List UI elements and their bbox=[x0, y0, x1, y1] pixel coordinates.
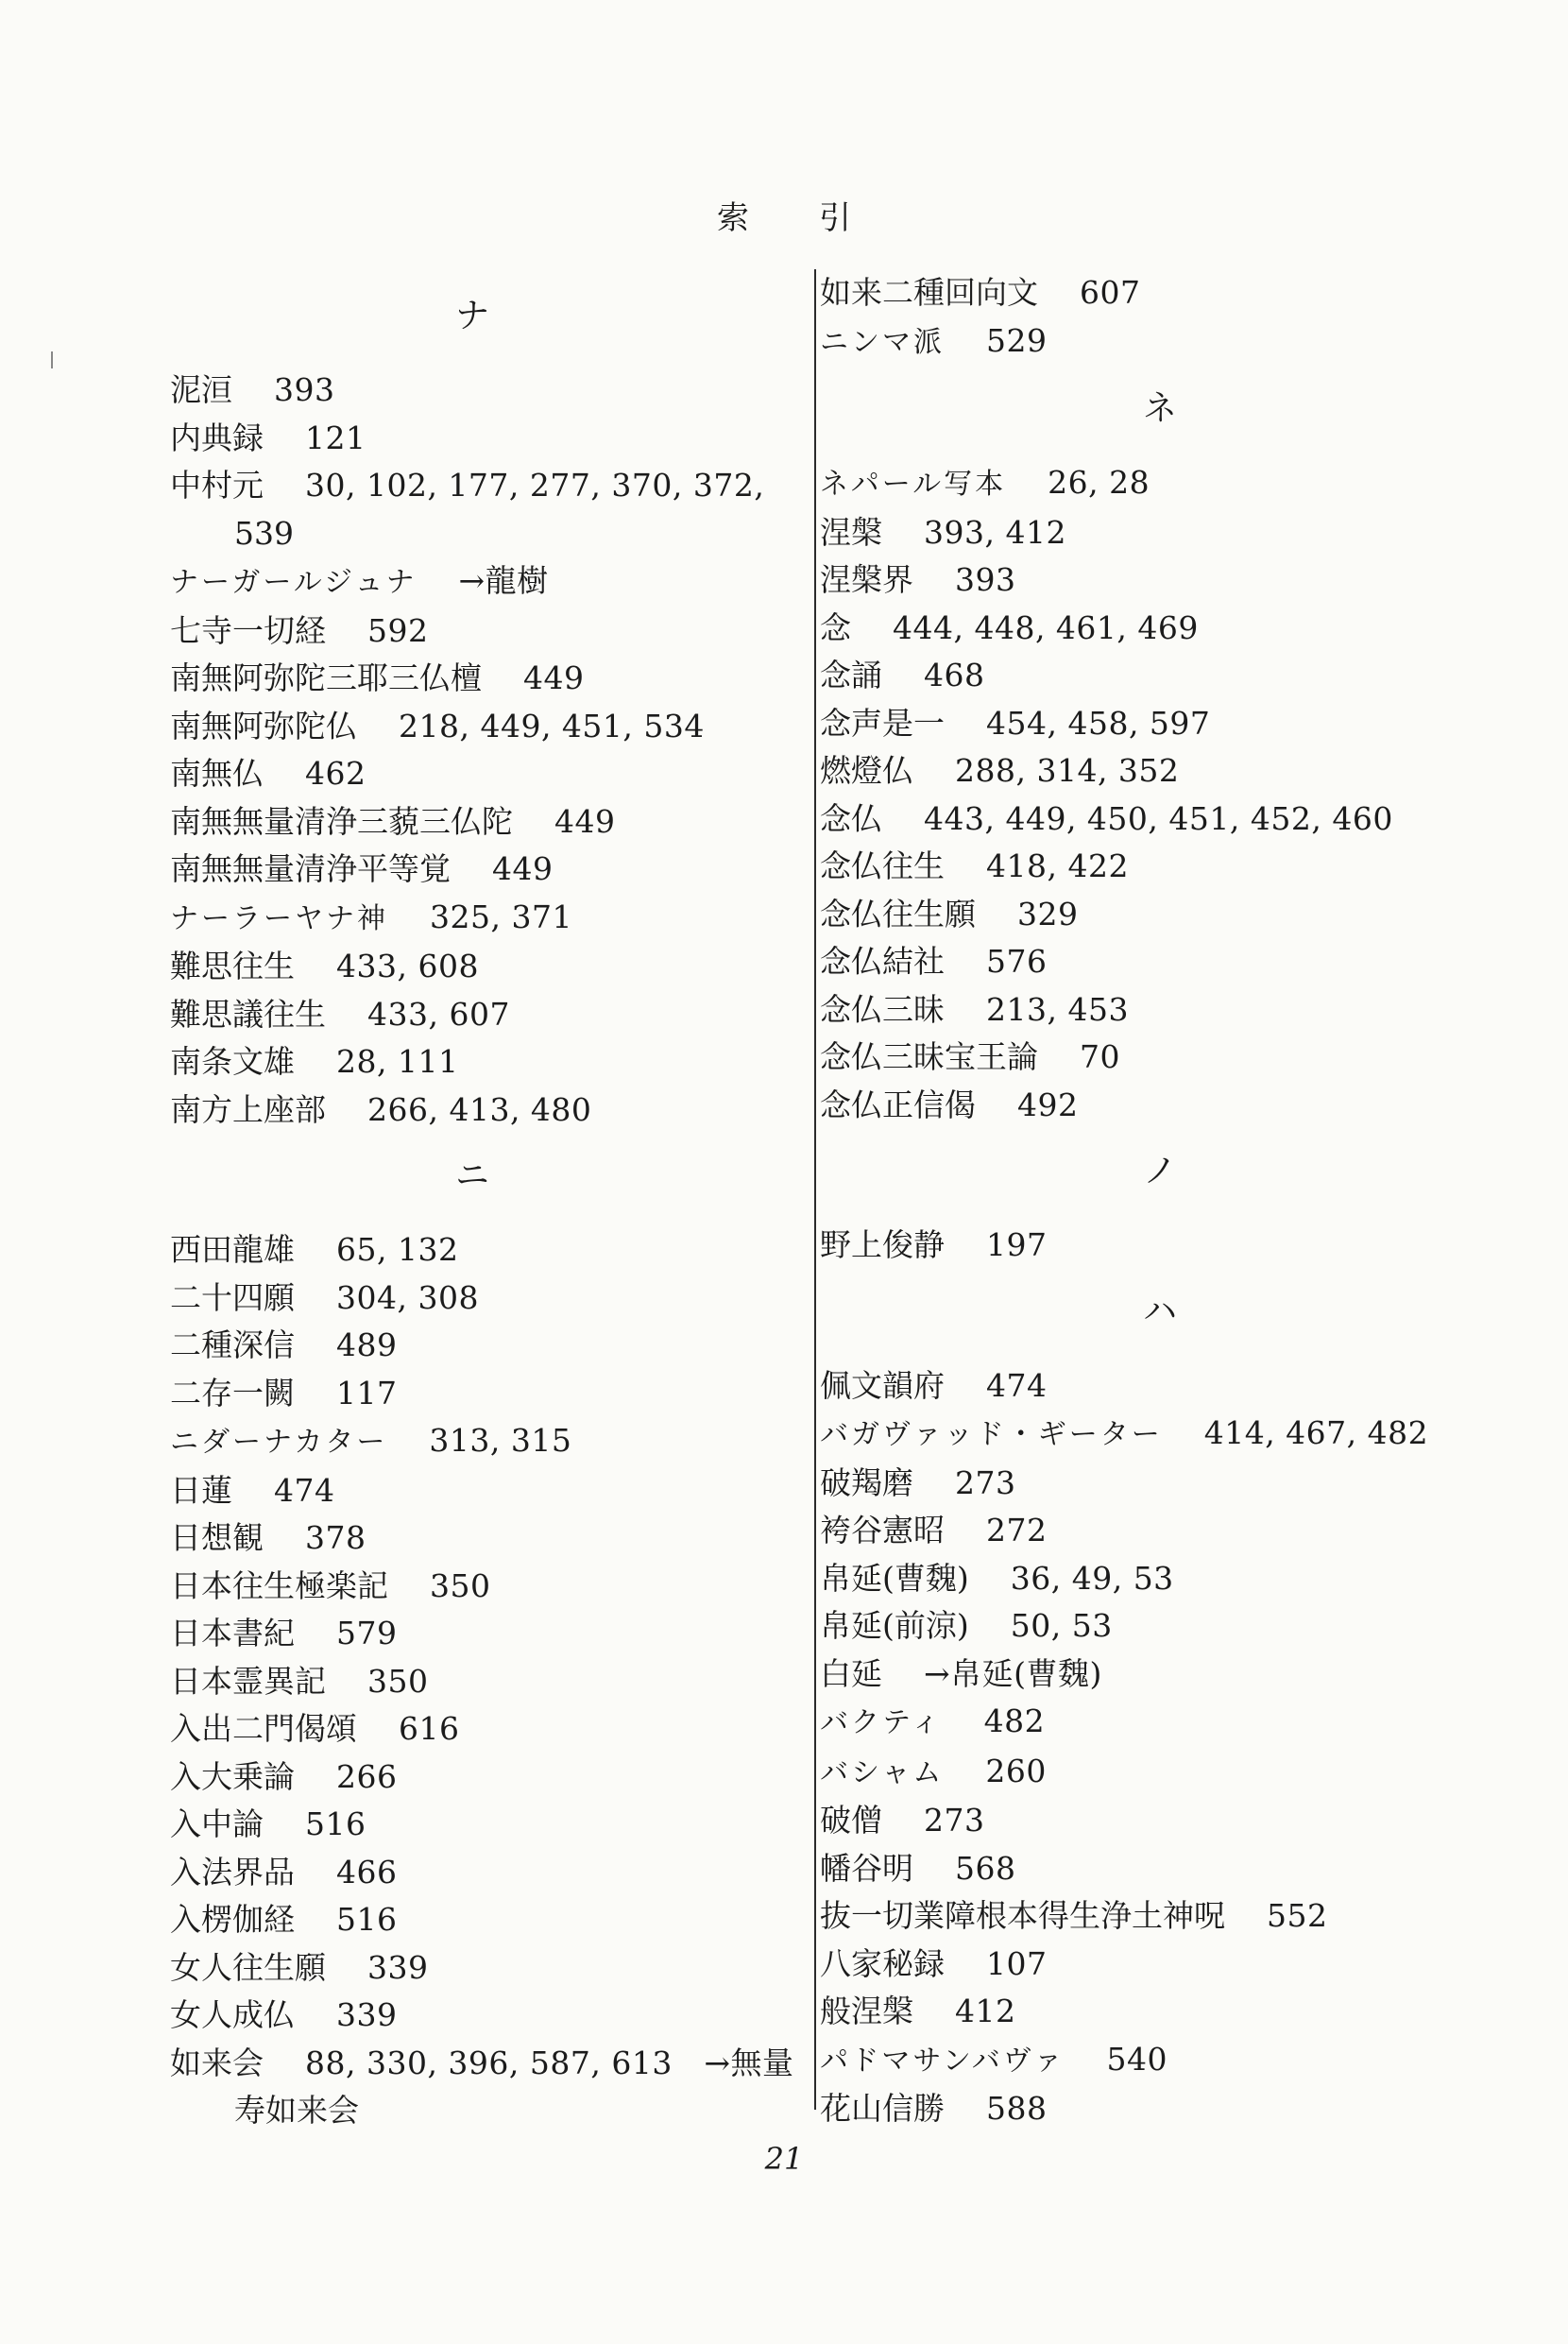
index-entry bbox=[170, 462, 775, 557]
index-term: 抜一切業障根本得生浄土神呪 bbox=[820, 1897, 1225, 1934]
index-term: ニダーナカター bbox=[170, 1426, 388, 1459]
index-pages: 393 bbox=[274, 371, 335, 408]
index-pages: 26, 28 bbox=[1048, 464, 1150, 501]
index-entry bbox=[170, 1086, 775, 1135]
index-pages: 474 bbox=[986, 1366, 1048, 1404]
index-pages: 412 bbox=[955, 1993, 1016, 2029]
section-heading: ハ bbox=[1142, 1292, 1177, 1331]
index-pages: 121 bbox=[305, 419, 366, 456]
index-pages: 433, 607 bbox=[367, 995, 510, 1033]
index-entry bbox=[820, 796, 1500, 844]
index-pages: 273 bbox=[955, 1463, 1016, 1501]
index-pages: 492 bbox=[1017, 1086, 1079, 1123]
index-term: 日本霊異記 bbox=[170, 1662, 326, 1700]
index-pages: 107 bbox=[986, 1944, 1048, 1982]
index-term: 女人成仏 bbox=[170, 1996, 295, 2033]
index-pages-continued: 539 bbox=[234, 514, 294, 552]
index-pages: 266, 413, 480 bbox=[367, 1090, 592, 1128]
index-term: 燃燈仏 bbox=[820, 752, 913, 789]
index-pages: 260 bbox=[985, 1752, 1047, 1789]
index-term: 入法界品 bbox=[170, 1853, 295, 1891]
index-entry bbox=[170, 1563, 775, 1611]
index-entry bbox=[820, 317, 1500, 368]
index-term: 七寺一切経 bbox=[170, 611, 326, 649]
index-pages: 304, 308 bbox=[336, 1278, 479, 1316]
index-term: バクティ bbox=[820, 1706, 943, 1739]
index-pages: 552 bbox=[1267, 1897, 1328, 1934]
index-pages: 443, 449, 450, 451, 452, 460 bbox=[924, 799, 1393, 837]
index-term: ナーガールジュナ bbox=[170, 566, 418, 599]
index-term: 破僧 bbox=[820, 1802, 882, 1839]
index-term: 念仏往生 bbox=[820, 847, 945, 884]
index-entry bbox=[820, 843, 1500, 891]
index-entry bbox=[170, 1275, 775, 1323]
index-pages: 393 bbox=[955, 561, 1016, 598]
page-header: 索引 bbox=[717, 199, 921, 237]
index-term: 念誦 bbox=[820, 657, 882, 693]
index-term: 泥洹 bbox=[170, 371, 232, 408]
index-pages: 529 bbox=[986, 321, 1048, 359]
index-pages: 350 bbox=[430, 1566, 491, 1604]
index-pages-continued: 寿如来会 bbox=[234, 2092, 359, 2129]
index-entry bbox=[170, 1467, 775, 1515]
index-term: 八家秘録 bbox=[820, 1944, 945, 1982]
index-entry bbox=[820, 605, 1500, 653]
index-pages: 36, 49, 53 bbox=[1010, 1559, 1174, 1597]
index-entry bbox=[170, 1849, 775, 1897]
column-divider bbox=[814, 269, 816, 2110]
index-entry bbox=[820, 2085, 1500, 2133]
index-pages: 272 bbox=[986, 1512, 1048, 1548]
index-pages: 28, 111 bbox=[336, 1043, 459, 1080]
index-pages: 588 bbox=[986, 2090, 1048, 2127]
section-heading: ノ bbox=[1142, 1152, 1177, 1190]
index-pages: 50, 53 bbox=[1010, 1607, 1113, 1644]
section-heading: ネ bbox=[1142, 389, 1177, 428]
index-term: 破羯磨 bbox=[820, 1463, 913, 1501]
index-entry bbox=[820, 269, 1500, 317]
index-pages: 197 bbox=[986, 1226, 1048, 1263]
index-entry bbox=[170, 991, 775, 1039]
index-entry bbox=[820, 1222, 1500, 1270]
index-entry bbox=[820, 1082, 1500, 1130]
index-entry bbox=[820, 1651, 1500, 1699]
index-term: 南無仏 bbox=[170, 755, 264, 792]
index-entry bbox=[820, 509, 1500, 557]
index-pages: 449 bbox=[492, 850, 554, 887]
index-term: 難思往生 bbox=[170, 948, 295, 984]
index-term: 念仏三昧 bbox=[820, 990, 945, 1028]
index-term: 白延 bbox=[820, 1654, 882, 1692]
index-term: 西田龍雄 bbox=[170, 1231, 295, 1268]
index-term: 中村元 bbox=[170, 467, 264, 504]
index-entry bbox=[170, 557, 775, 607]
index-entry bbox=[820, 652, 1500, 700]
index-entry bbox=[820, 1988, 1500, 2036]
index-term: 念仏結社 bbox=[820, 943, 945, 980]
index-entry bbox=[170, 1370, 775, 1418]
index-entry bbox=[170, 1610, 775, 1658]
index-entry bbox=[170, 1514, 775, 1563]
index-term: 如来会 bbox=[170, 2044, 264, 2081]
index-pages: 482 bbox=[983, 1702, 1046, 1739]
index-term: 佩文韻府 bbox=[820, 1366, 945, 1404]
index-entry bbox=[170, 1038, 775, 1086]
index-term: ニンマ派 bbox=[820, 325, 945, 359]
index-pages: 489 bbox=[336, 1326, 398, 1363]
section-heading: ナ bbox=[454, 297, 489, 335]
index-pages: 418, 422 bbox=[986, 847, 1129, 884]
index-term: 入大乗論 bbox=[170, 1757, 295, 1795]
index-entry bbox=[820, 1698, 1500, 1748]
index-entry bbox=[820, 1602, 1500, 1651]
index-pages: 414, 467, 482 bbox=[1203, 1414, 1429, 1451]
index-term: ネパール写本 bbox=[820, 468, 1007, 501]
index-pages: 378 bbox=[305, 1519, 366, 1556]
index-entry bbox=[170, 1992, 775, 2040]
index-pages: 516 bbox=[336, 1901, 398, 1938]
index-entry bbox=[170, 1944, 775, 1993]
index-entry bbox=[170, 367, 775, 415]
index-term: 念仏三昧宝王論 bbox=[820, 1038, 1038, 1075]
index-term: 念声是一 bbox=[820, 704, 945, 742]
index-pages: 350 bbox=[367, 1662, 429, 1700]
index-pages: 70 bbox=[1080, 1038, 1120, 1075]
index-term: 花山信勝 bbox=[820, 2090, 945, 2127]
index-entry bbox=[170, 943, 775, 991]
index-term: 涅槃界 bbox=[820, 561, 913, 598]
index-entry bbox=[820, 556, 1500, 605]
index-pages: 218, 449, 451, 534 bbox=[399, 707, 705, 744]
index-pages: 454, 458, 597 bbox=[986, 704, 1211, 742]
index-entry bbox=[820, 1410, 1500, 1460]
index-term: 難思議往生 bbox=[170, 995, 326, 1033]
index-pages: 449 bbox=[554, 802, 616, 840]
index-term: パドマサンバヴァ bbox=[820, 2044, 1065, 2078]
index-term: 南無阿弥陀三耶三仏檀 bbox=[170, 659, 482, 696]
index-entry bbox=[820, 938, 1500, 986]
index-term: 袴谷憲昭 bbox=[820, 1512, 945, 1548]
index-term: 二十四願 bbox=[170, 1278, 295, 1316]
index-entry bbox=[170, 1705, 775, 1754]
index-term: 日想観 bbox=[170, 1519, 264, 1556]
index-pages: 468 bbox=[924, 657, 985, 693]
index-entry bbox=[170, 846, 775, 894]
index-pages: 462 bbox=[305, 755, 366, 792]
right-column bbox=[820, 269, 1500, 2133]
index-entry bbox=[820, 1034, 1500, 1082]
index-entry bbox=[820, 891, 1500, 939]
index-term: 日蓮 bbox=[170, 1471, 232, 1509]
index-pages: 325, 371 bbox=[430, 898, 572, 935]
index-entry bbox=[170, 1226, 775, 1275]
index-term: 帛延(曹魏) bbox=[820, 1559, 969, 1597]
index-pages: 607 bbox=[1080, 274, 1141, 311]
index-entry bbox=[170, 1754, 775, 1802]
index-entry bbox=[820, 2036, 1500, 2086]
index-pages: 516 bbox=[305, 1805, 366, 1842]
index-pages: 288, 314, 352 bbox=[955, 752, 1180, 789]
index-pages: 568 bbox=[955, 1849, 1016, 1887]
index-term: 二種深信 bbox=[170, 1326, 295, 1363]
index-term: 日本往生極楽記 bbox=[170, 1566, 388, 1604]
index-pages: 266 bbox=[336, 1757, 398, 1795]
left-column bbox=[170, 274, 794, 2135]
index-pages: 444, 448, 461, 469 bbox=[893, 608, 1199, 646]
index-entry bbox=[820, 1460, 1500, 1508]
index-pages: 88, 330, 396, 587, 613 →無量 bbox=[305, 2044, 794, 2081]
index-entry bbox=[820, 1748, 1500, 1798]
index-entry bbox=[820, 700, 1500, 748]
index-entry bbox=[170, 1658, 775, 1706]
index-pages: 213, 453 bbox=[986, 990, 1129, 1028]
index-term: 日本書紀 bbox=[170, 1615, 295, 1651]
index-term: 幡谷明 bbox=[820, 1849, 913, 1887]
section-heading: ニ bbox=[454, 1156, 489, 1195]
index-term: 念仏正信偈 bbox=[820, 1086, 976, 1123]
index-pages: 329 bbox=[1017, 895, 1079, 932]
index-entry bbox=[170, 703, 775, 751]
index-term: 涅槃 bbox=[820, 513, 882, 551]
index-term: 般涅槃 bbox=[820, 1993, 913, 2029]
index-entry bbox=[170, 798, 775, 847]
index-term: 念 bbox=[820, 608, 851, 646]
index-pages: 30, 102, 177, 277, 370, 372, bbox=[305, 467, 765, 504]
index-pages: 592 bbox=[367, 611, 429, 649]
index-term: バシャム bbox=[820, 1755, 945, 1789]
index-entry bbox=[170, 607, 775, 656]
index-pages: 117 bbox=[336, 1374, 398, 1412]
index-pages: 474 bbox=[274, 1471, 335, 1509]
index-entry bbox=[170, 1801, 775, 1849]
index-pages: 339 bbox=[336, 1996, 398, 2033]
index-term: 南無無量清浄平等覚 bbox=[170, 850, 451, 887]
margin-mark bbox=[51, 351, 53, 368]
page-number: 21 bbox=[764, 2141, 804, 2177]
index-term: 南方上座部 bbox=[170, 1090, 326, 1128]
index-pages: 576 bbox=[986, 943, 1048, 980]
index-term: 念仏往生願 bbox=[820, 895, 976, 932]
index-entry bbox=[170, 655, 775, 703]
index-entry bbox=[820, 1797, 1500, 1845]
index-term: 帛延(前涼) bbox=[820, 1607, 969, 1644]
index-entry bbox=[820, 459, 1500, 509]
index-term: 内典録 bbox=[170, 419, 264, 456]
index-pages: 339 bbox=[367, 1948, 429, 1986]
index-term: 入出二門偈頌 bbox=[170, 1710, 357, 1747]
index-term: 南無阿弥陀仏 bbox=[170, 707, 357, 744]
index-term: バガヴァッド・ギーター bbox=[820, 1418, 1163, 1451]
index-term: 南条文雄 bbox=[170, 1043, 295, 1080]
index-pages: 273 bbox=[924, 1802, 985, 1839]
index-term: 二存一闕 bbox=[170, 1374, 295, 1412]
index-entry bbox=[820, 1507, 1500, 1555]
index-entry bbox=[820, 1555, 1500, 1603]
index-entry bbox=[820, 1362, 1500, 1411]
index-term: 南無無量清浄三藐三仏陀 bbox=[170, 802, 513, 840]
index-term: 野上俊静 bbox=[820, 1226, 945, 1263]
index-entry bbox=[170, 1896, 775, 1944]
index-entry bbox=[820, 1845, 1500, 1893]
index-pages: 579 bbox=[336, 1615, 398, 1651]
index-pages: 433, 608 bbox=[336, 948, 479, 984]
index-term: 女人往生願 bbox=[170, 1948, 326, 1986]
index-pages: 313, 315 bbox=[429, 1422, 572, 1459]
index-entry bbox=[820, 1892, 1500, 1941]
index-entry bbox=[170, 1417, 775, 1467]
index-entry bbox=[170, 750, 775, 798]
index-entry bbox=[170, 894, 775, 944]
index-pages: 540 bbox=[1106, 2040, 1167, 2078]
index-pages: 466 bbox=[336, 1853, 398, 1891]
index-pages: 449 bbox=[523, 659, 585, 696]
index-term: ナーラーヤナ神 bbox=[170, 901, 388, 935]
index-pages: →帛延(曹魏) bbox=[924, 1654, 1102, 1692]
index-entry bbox=[820, 1941, 1500, 1989]
index-pages: 393, 412 bbox=[924, 513, 1066, 551]
index-pages: →龍樹 bbox=[458, 562, 549, 599]
index-pages: 65, 132 bbox=[336, 1231, 459, 1268]
index-entry bbox=[170, 2040, 794, 2135]
index-term: 如来二種回向文 bbox=[820, 274, 1038, 311]
index-term: 入楞伽経 bbox=[170, 1901, 295, 1938]
index-entry bbox=[170, 1322, 775, 1370]
index-entry bbox=[820, 986, 1500, 1035]
index-entry bbox=[820, 747, 1500, 796]
index-entry bbox=[170, 415, 775, 463]
index-term: 念仏 bbox=[820, 799, 882, 837]
index-term: 入中論 bbox=[170, 1805, 264, 1842]
index-pages: 616 bbox=[399, 1710, 460, 1747]
